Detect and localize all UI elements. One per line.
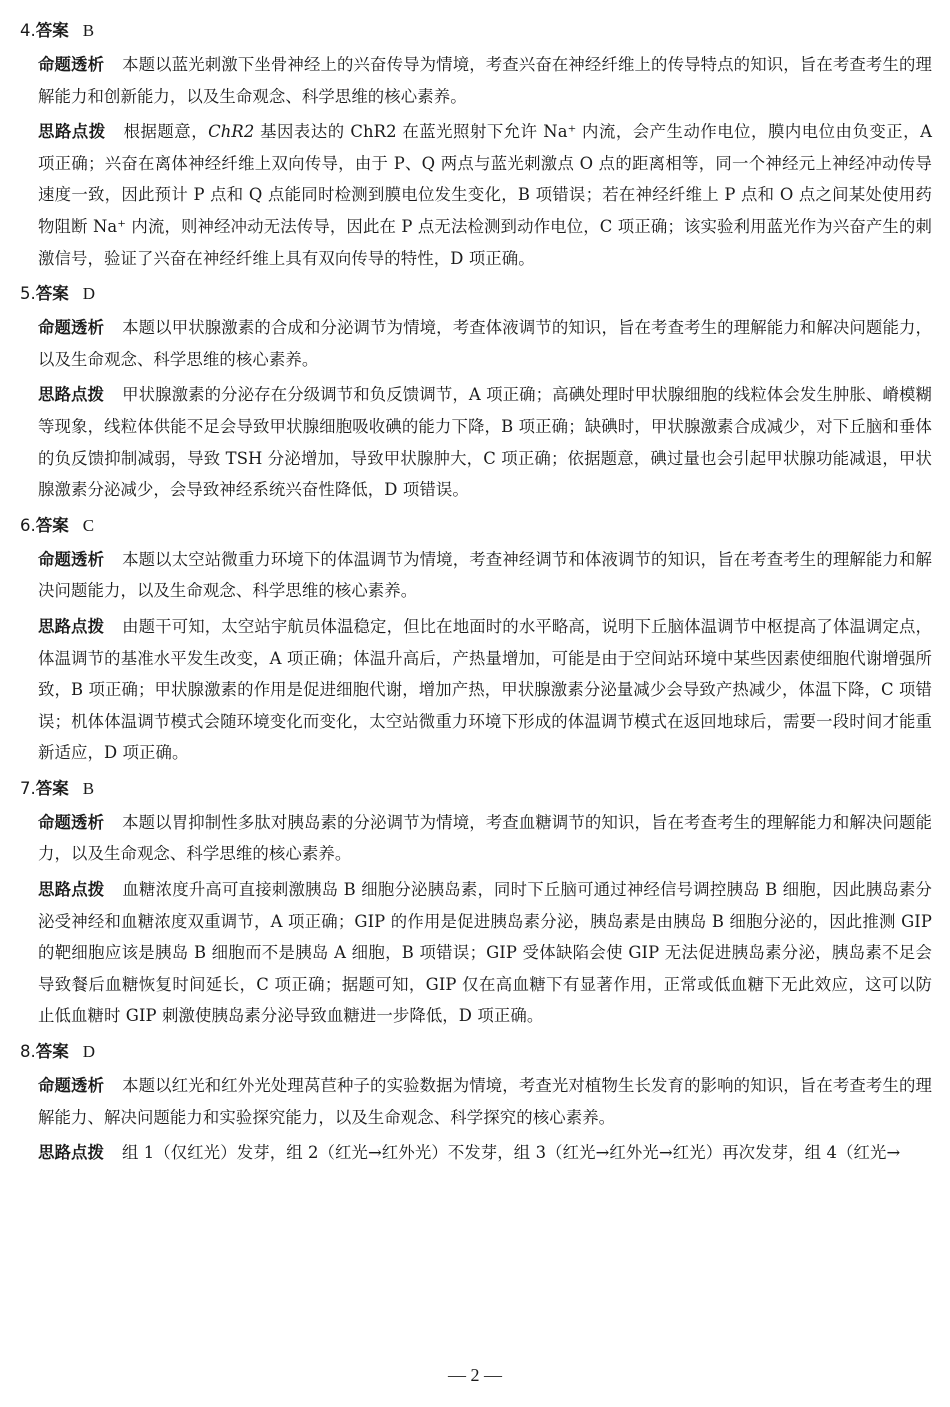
hint-label: 思路点拨 bbox=[38, 880, 105, 900]
answer-value: B bbox=[82, 778, 95, 798]
intent-label: 命题透析 bbox=[38, 812, 105, 832]
answer-value: B bbox=[82, 21, 95, 40]
answer-label: 答案 bbox=[35, 1042, 69, 1062]
intent-label: 命题透析 bbox=[38, 549, 105, 569]
intent-text: 本题以蓝光刺激下坐骨神经上的兴奋传导为情境，考查兴奋在神经纤维上的传导特点的知识，旨在考查考生的理解能力和创新能力，以及生命观念、科学思维的核心素养。 bbox=[38, 55, 932, 106]
intent-paragraph bbox=[38, 806, 932, 873]
answer-line bbox=[20, 1035, 932, 1069]
intent-paragraph bbox=[38, 543, 932, 610]
intent-label: 命题透析 bbox=[38, 55, 105, 74]
answer-item-4 bbox=[20, 14, 932, 277]
hint-paragraph bbox=[38, 610, 932, 772]
answer-value: D bbox=[82, 1042, 96, 1062]
hint-text: 甲状腺激素的分泌存在分级调节和负反馈调节，A 项正确；高碘处理时甲状腺细胞的线粒体会发生肿胀、嵴模糊等现象，线粒体供能不足会导致甲状腺细胞吸收碘的能力下降，B 项正确；缺碘时，甲状腺激素合成减少，对下丘脑和垂体的负反馈抑制减弱，导致 TSH 分泌增加，导致甲状腺肿大，C 项正确；依据题意，碘过量也会引起甲状腺功能减退，甲状腺激素分泌减少，会导致神经系统兴奋性降低，D 项错误。 bbox=[38, 385, 932, 500]
question-number: 6. bbox=[20, 515, 36, 535]
gene-name: ChR2 bbox=[208, 122, 255, 142]
answer-label: 答案 bbox=[35, 515, 69, 535]
intent-paragraph bbox=[38, 311, 932, 378]
intent-text: 本题以甲状腺激素的合成和分泌调节为情境，考查体液调节的知识，旨在考查考生的理解能力和解决问题能力，以及生命观念、科学思维的核心素养。 bbox=[38, 318, 932, 369]
hint-paragraph bbox=[38, 1136, 932, 1172]
answer-line bbox=[20, 277, 932, 311]
answer-line bbox=[20, 14, 932, 48]
hint-text: 由题干可知，太空站宇航员体温稳定，但比在地面时的水平略高，说明下丘脑体温调节中枢提高了体温调定点，体温调节的基准水平发生改变，A 项正确；体温升高后，产热量增加，可能是由于空间站环境中某些因素使细胞代谢增强所致，B 项正确；甲状腺激素的作用是促进细胞代谢，增加产热，甲状腺激素分泌量减少会导致产热减少，体温下降，C 项错误；机体体温调节模式会随环境变化而变化，太空站微重力环境下形成的体温调节模式在返回地球后，需要一段时间才能重新适应，D 项正确。 bbox=[38, 616, 932, 763]
hint-paragraph bbox=[38, 378, 932, 508]
question-number: 5. bbox=[20, 284, 36, 304]
document-body bbox=[20, 14, 932, 1172]
page-number: — 2 — bbox=[448, 1365, 502, 1385]
answer-label: 答案 bbox=[35, 778, 69, 798]
answer-label: 答案 bbox=[35, 284, 69, 304]
question-number: 4. bbox=[20, 21, 36, 40]
answer-item-5 bbox=[20, 277, 932, 509]
answer-value: D bbox=[82, 284, 96, 304]
question-number: 8. bbox=[20, 1042, 36, 1062]
hint-text-pre: 根据题意， bbox=[123, 122, 209, 142]
answer-line bbox=[20, 509, 932, 543]
hint-label: 思路点拨 bbox=[38, 122, 106, 142]
intent-text: 本题以太空站微重力环境下的体温调节为情境，考查神经调节和体液调节的知识，旨在考查考生的理解能力和解决问题能力，以及生命观念、科学思维的核心素养。 bbox=[38, 549, 932, 601]
answer-item-7 bbox=[20, 772, 932, 1035]
intent-paragraph bbox=[38, 48, 932, 115]
intent-label: 命题透析 bbox=[38, 1076, 105, 1096]
hint-label: 思路点拨 bbox=[38, 385, 105, 405]
answer-item-8 bbox=[20, 1035, 932, 1172]
answer-line bbox=[20, 772, 932, 806]
hint-paragraph bbox=[38, 873, 932, 1035]
intent-paragraph bbox=[38, 1069, 932, 1136]
intent-label: 命题透析 bbox=[38, 318, 105, 338]
hint-text-post: 基因表达的 ChR2 在蓝光照射下允许 Na⁺ 内流，会产生动作电位，膜内电位由负变正，A 项正确；兴奋在离体神经纤维上双向传导，由于 P、Q 两点与蓝光刺激点 O 点的距离相等，同一个神经元上神经冲动传导速度一致，因此预计 P 点和 Q 点能同时检测到膜电位发生变化，B 项错误；若在神经纤维上 P 点和 O 点之间某处使用药物阻断 Na⁺ 内流，则神经冲动无法传导，因此在 P 点无法检测到动作电位，C 项正确；该实验利用蓝光作为兴奋产生的刺激信号，验证了兴奋在神经纤维上具有双向传导的特性，D 项正确。 bbox=[38, 122, 933, 268]
question-number: 7. bbox=[20, 778, 36, 798]
hint-text: 血糖浓度升高可直接刺激胰岛 B 细胞分泌胰岛素，同时下丘脑可通过神经信号调控胰岛 B 细胞，因此胰岛素分泌受神经和血糖浓度双重调节，A 项正确；GIP 的作用是促进胰岛素分泌，胰岛素是由胰岛 B 细胞分泌的，因此推测 GIP 的靶细胞应该是胰岛 B 细胞而不是胰岛 A 细胞，B 项错误；GIP 受体缺陷会使 GIP 无法促进胰岛素分泌，胰岛素不足会导致餐后血糖恢复时间延长，C 项正确；据题可知，GIP 仅在高血糖下有显著作用，正常或低血糖下无此效应，这可以防止低血糖时 GIP 刺激使胰岛素分泌导致血糖进一步降低，D 项正确。 bbox=[38, 880, 932, 1026]
answer-item-6 bbox=[20, 509, 932, 772]
answer-value: C bbox=[82, 515, 95, 535]
intent-text: 本题以胃抑制性多肽对胰岛素的分泌调节为情境，考查血糖调节的知识，旨在考查考生的理解能力和解决问题能力，以及生命观念、科学思维的核心素养。 bbox=[38, 812, 932, 864]
hint-paragraph bbox=[38, 115, 932, 277]
intent-text: 本题以红光和红外光处理莴苣种子的实验数据为情境，考查光对植物生长发育的影响的知识，旨在考查考生的理解能力、解决问题能力和实验探究能力，以及生命观念、科学探究的核心素养。 bbox=[38, 1076, 932, 1127]
answer-label: 答案 bbox=[35, 21, 69, 40]
hint-label: 思路点拨 bbox=[38, 616, 105, 636]
hint-text: 组 1（仅红光）发芽，组 2（红光→红外光）不发芽，组 3（红光→红外光→红光）再次发芽，组 4（红光→ bbox=[121, 1143, 901, 1163]
hint-label: 思路点拨 bbox=[38, 1143, 104, 1163]
